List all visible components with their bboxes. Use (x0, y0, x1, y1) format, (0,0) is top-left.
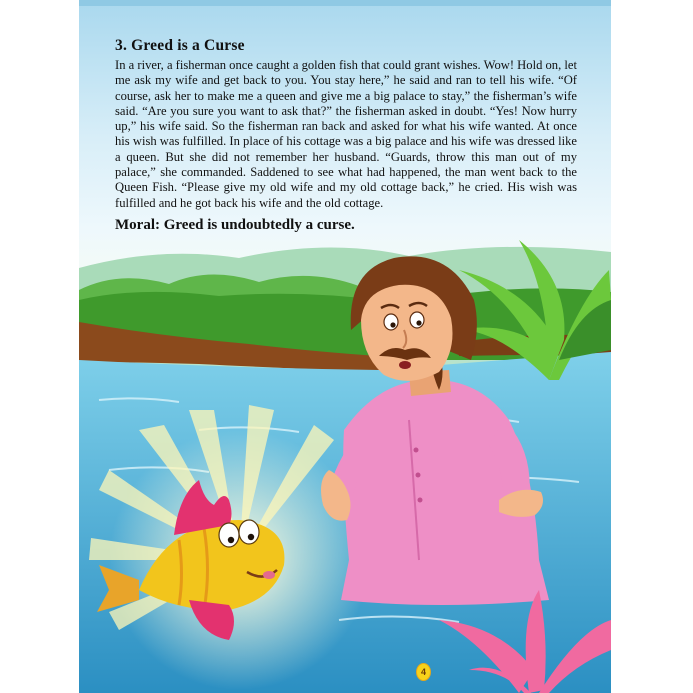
story-body: In a river, a fisherman once caught a golden fish that could grant wishes. Wow! Hold on, let me ask my wife and get back to you. You stay here,” he said and ran to tell his wife. “Of course, ask her to make me a queen and give me a big palace to stay,” the fisherman’s wife said. “Are you sure you want to ask that?” the fisherman asked in doubt. “Yes! Now hurry up,” his wife said. So the fisherman ran back and asked for what his wife wanted. At once his wish was fulfilled. In place of his cottage was a big palace and his wife was dressed like a queen. But she did not remember her husband. “Guards, throw this man out of my palace,” she commanded. Saddened to see what had happened, the man went back to the Queen Fish. “Please give my old wife and my old cottage back,” he cried. His wish was fulfilled and he got back his wife and the old cottage. (115, 58, 577, 210)
story-title: 3. Greed is a Curse (115, 37, 245, 54)
book-page (79, 0, 611, 693)
story-text-block (115, 37, 577, 234)
page-number-badge: 4 (416, 663, 431, 681)
story-moral: Moral: Greed is undoubtedly a curse. (115, 216, 355, 233)
